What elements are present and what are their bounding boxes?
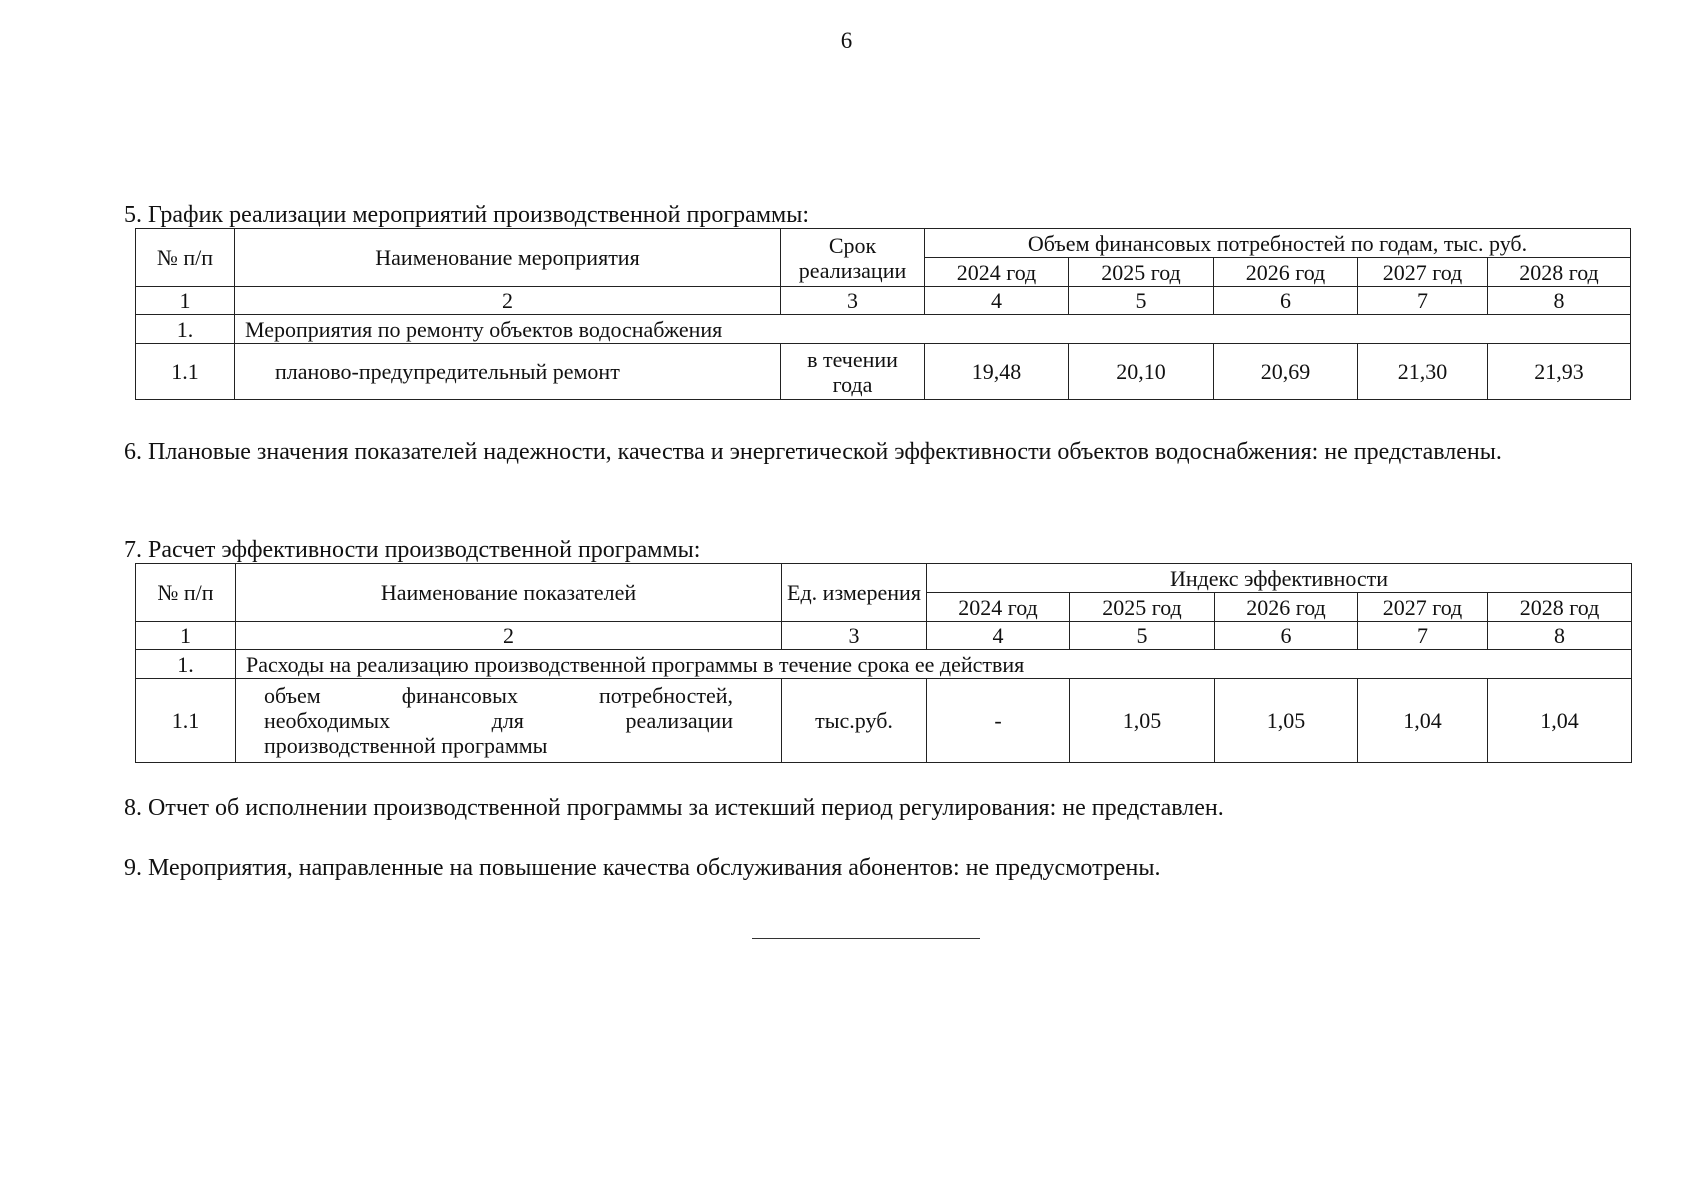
index-cell: 2 (236, 622, 782, 650)
item-name (236, 679, 782, 763)
section9-text: 9. Мероприятия, направленные на повышение качества обслуживания абонентов: не предусмотрены. (124, 855, 1161, 881)
group-num: 1. (136, 315, 235, 344)
year-header: 2024 год (927, 593, 1070, 622)
year-header: 2027 год (1358, 258, 1488, 287)
col-header-index: Индекс эффективности (927, 564, 1632, 593)
item-value: 19,48 (925, 344, 1069, 400)
efficiency-table (135, 563, 1632, 763)
col-header-unit: Ед. измерения (782, 564, 927, 622)
index-row (136, 287, 1631, 315)
item-num: 1.1 (136, 344, 235, 400)
index-cell: 7 (1358, 287, 1488, 315)
item-value: 20,69 (1214, 344, 1358, 400)
section7-heading: 7. Расчет эффективности производственной программы: (124, 537, 701, 563)
year-header: 2028 год (1488, 593, 1632, 622)
item-value: 1,04 (1488, 679, 1632, 763)
closing-line (752, 938, 980, 939)
year-header: 2026 год (1214, 258, 1358, 287)
item-name-word: реализации (625, 708, 733, 733)
item-term: в течении года (781, 344, 925, 400)
index-cell: 6 (1215, 622, 1358, 650)
index-row (136, 622, 1632, 650)
index-cell: 2 (235, 287, 781, 315)
col-header-name: Наименование показателей (236, 564, 782, 622)
item-value: 1,05 (1215, 679, 1358, 763)
table-row (136, 650, 1632, 679)
year-header: 2025 год (1070, 593, 1215, 622)
index-cell: 1 (136, 287, 235, 315)
year-header: 2025 год (1069, 258, 1214, 287)
col-header-num: № п/п (136, 564, 236, 622)
item-name-line (264, 708, 733, 733)
index-cell: 5 (1069, 287, 1214, 315)
year-header: 2027 год (1358, 593, 1488, 622)
item-name-word: финансовых (401, 683, 518, 708)
index-cell: 4 (925, 287, 1069, 315)
index-cell: 7 (1358, 622, 1488, 650)
item-name-word: для (491, 708, 524, 733)
section6-text: 6. Плановые значения показателей надежности, качества и энергетической эффективности объектов водоснабжения: не представлены. (124, 439, 1502, 465)
table-row (136, 315, 1631, 344)
index-cell: 3 (781, 287, 925, 315)
col-header-name: Наименование мероприятия (235, 229, 781, 287)
item-value: 21,93 (1488, 344, 1631, 400)
item-value: 1,04 (1358, 679, 1488, 763)
item-value: 20,10 (1069, 344, 1214, 400)
year-header: 2026 год (1215, 593, 1358, 622)
index-cell: 6 (1214, 287, 1358, 315)
item-value: - (927, 679, 1070, 763)
section5-heading: 5. График реализации мероприятий производственной программы: (124, 202, 809, 228)
schedule-table (135, 228, 1631, 400)
item-value: 1,05 (1070, 679, 1215, 763)
item-name: планово-предупредительный ремонт (235, 344, 781, 400)
group-title: Мероприятия по ремонту объектов водоснабжения (235, 315, 1631, 344)
year-header: 2028 год (1488, 258, 1631, 287)
group-title: Расходы на реализацию производственной программы в течение срока ее действия (236, 650, 1632, 679)
year-header: 2024 год (925, 258, 1069, 287)
index-cell: 3 (782, 622, 927, 650)
index-cell: 5 (1070, 622, 1215, 650)
item-unit: тыс.руб. (782, 679, 927, 763)
item-name-line (264, 683, 733, 708)
col-header-term: Срок реализации (781, 229, 925, 287)
item-name-word: необходимых (264, 708, 391, 733)
group-num: 1. (136, 650, 236, 679)
table-row (136, 344, 1631, 400)
index-cell: 1 (136, 622, 236, 650)
index-cell: 8 (1488, 622, 1632, 650)
index-cell: 4 (927, 622, 1070, 650)
col-header-volume: Объем финансовых потребностей по годам, тыс. руб. (925, 229, 1631, 258)
index-cell: 8 (1488, 287, 1631, 315)
item-name-word: объем (264, 683, 321, 708)
col-header-num: № п/п (136, 229, 235, 287)
item-name-line: производственной программы (264, 733, 548, 758)
page-number: 6 (840, 28, 853, 53)
table-row (136, 679, 1632, 763)
item-name-word: потребностей, (598, 683, 733, 708)
section8-text: 8. Отчет об исполнении производственной программы за истекший период регулирования: не представлен. (124, 795, 1224, 821)
item-value: 21,30 (1358, 344, 1488, 400)
item-num: 1.1 (136, 679, 236, 763)
